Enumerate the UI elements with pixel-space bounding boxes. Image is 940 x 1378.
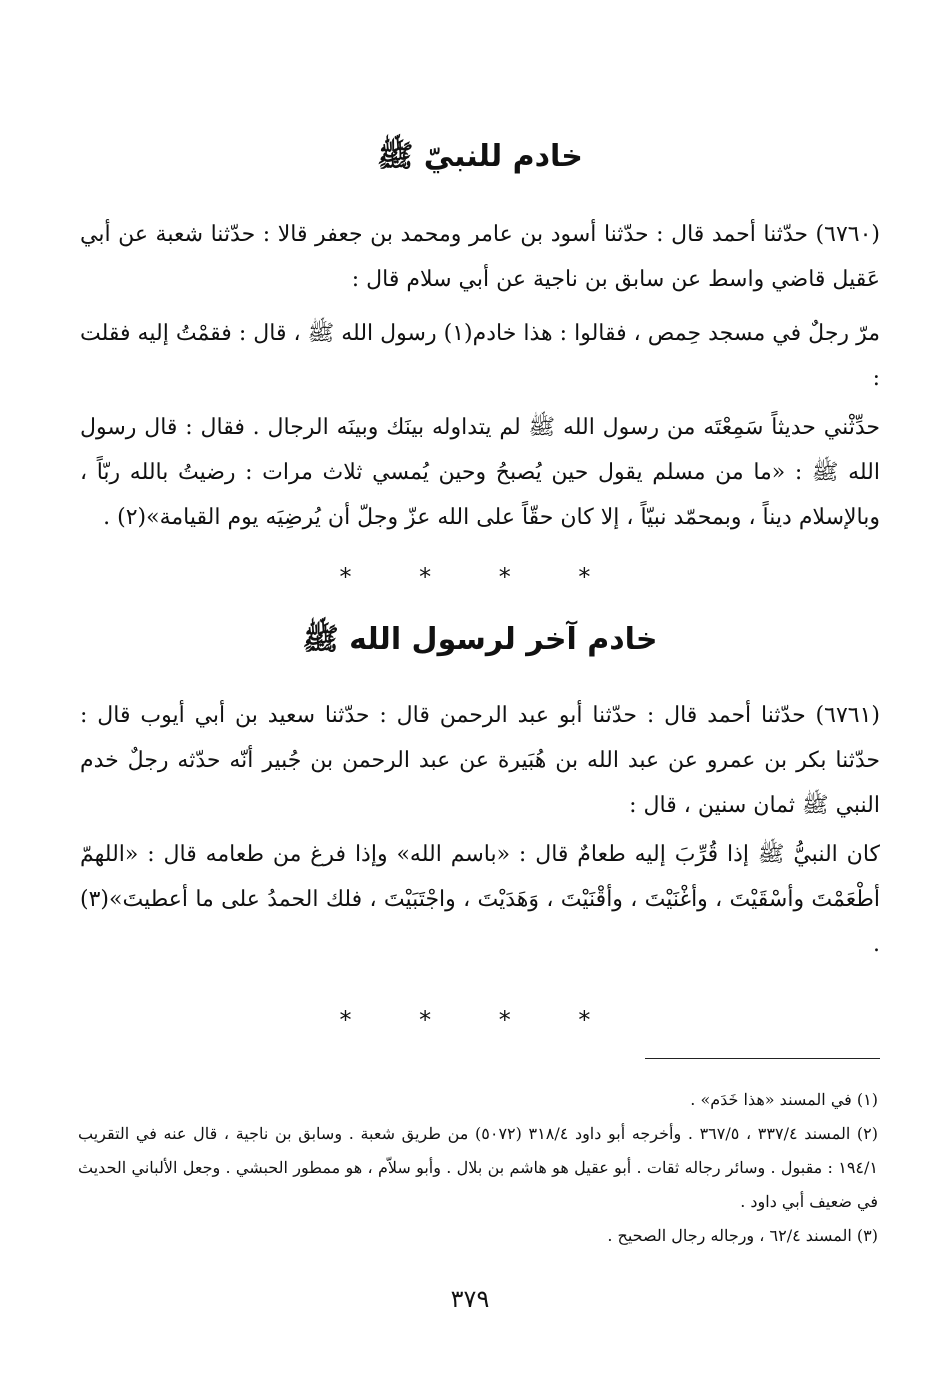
hadith-6760-isnad: (٦٧٦٠) حدّثنا أحمد قال : حدّثنا أسود بن عامر ومحمد بن جعفر قالا : حدّثنا شعبة عن أبي عَقيل قاضي واسط عن سابق بن ناجية عن أبي سلام قال : <box>80 222 880 292</box>
hadith-6761-isnad: (٦٧٦١) حدّثنا أحمد قال : حدّثنا أبو عبد الرحمن قال : حدّثنا سعيد بن أبي أيوب قال : حدّثنا بكر بن عمرو عن عبد الله بن هُبَيرة عن عبد الرحمن بن جُبير أنّه حدّثه رجلٌ خدم النبي ﷺ ثمان سنين ، قال : <box>80 703 880 818</box>
footnotes <box>78 1083 878 1253</box>
footnote-1: (١) في المسند «هذا خَدَم» . <box>690 1090 878 1109</box>
section-title-2: خادم آخر لرسول الله ﷺ <box>302 622 658 657</box>
section-separator-2: * * * * <box>339 1006 621 1034</box>
section-title-1: خادم للنبيّ ﷺ <box>377 139 583 174</box>
page-number: ٣٧٩ <box>450 1285 490 1313</box>
hadith-6760-text: حدِّثْني حديثاً سَمِعْتَه من رسول الله ﷺ لم يتداوله بينَك وبينَه الرجال . فقال : قال رسول الله ﷺ : «ما من مسلم يقول حين يُصبحُ وحين يُمسي ثلاث مرات : رضيتُ بالله ربّاً ، وبالإسلام ديناً ، وبمحمّد نبيّاً ، إلا كان حقّاً على الله عزّ وجلّ أن يُرضِيَه يوم القيامة»(٢) . <box>80 415 880 530</box>
footnote-rule <box>645 1058 880 1059</box>
hadith-6760-narration: مرّ رجلٌ في مسجد حِمص ، فقالوا : هذا خادم(١) رسول الله ﷺ ، قال : فقمْتُ إليه فقلت : <box>80 321 880 391</box>
footnote-2: (٢) المسند ٣٣٧/٤ ، ٣٦٧/٥ . وأخرجه أبو داود ٣١٨/٤ (٥٠٧٢) من طريق شعبة . وسابق بن ناجية ، قال عنه في التقريب ١٩٤/١ : مقبول . وسائر رجاله ثقات . أبو عقيل هو هاشم بن بلال . وأبو سلاّم ، هو ممطور الحبشي . وجعل الألباني الحديث في ضعيف أبي داود . <box>78 1124 879 1211</box>
hadith-6761-text: كان النبيُّ ﷺ إذا قُرِّبَ إليه طعامٌ قال : «باسم الله» وإذا فرغ من طعامه قال : «اللهمّ أطْعَمْتَ وأسْقَيْتَ ، وأغْنَيْتَ ، وأقْنَيْتَ ، وَهَدَيْتَ ، واجْتَبَيْتَ ، فلك الحمدُ على ما أعطيتَ»(٣) . <box>80 842 880 957</box>
section-separator-1: * * * * <box>339 563 621 591</box>
footnote-3: (٣) المسند ٦٢/٤ ، ورجاله رجال الصحيح . <box>607 1226 878 1245</box>
